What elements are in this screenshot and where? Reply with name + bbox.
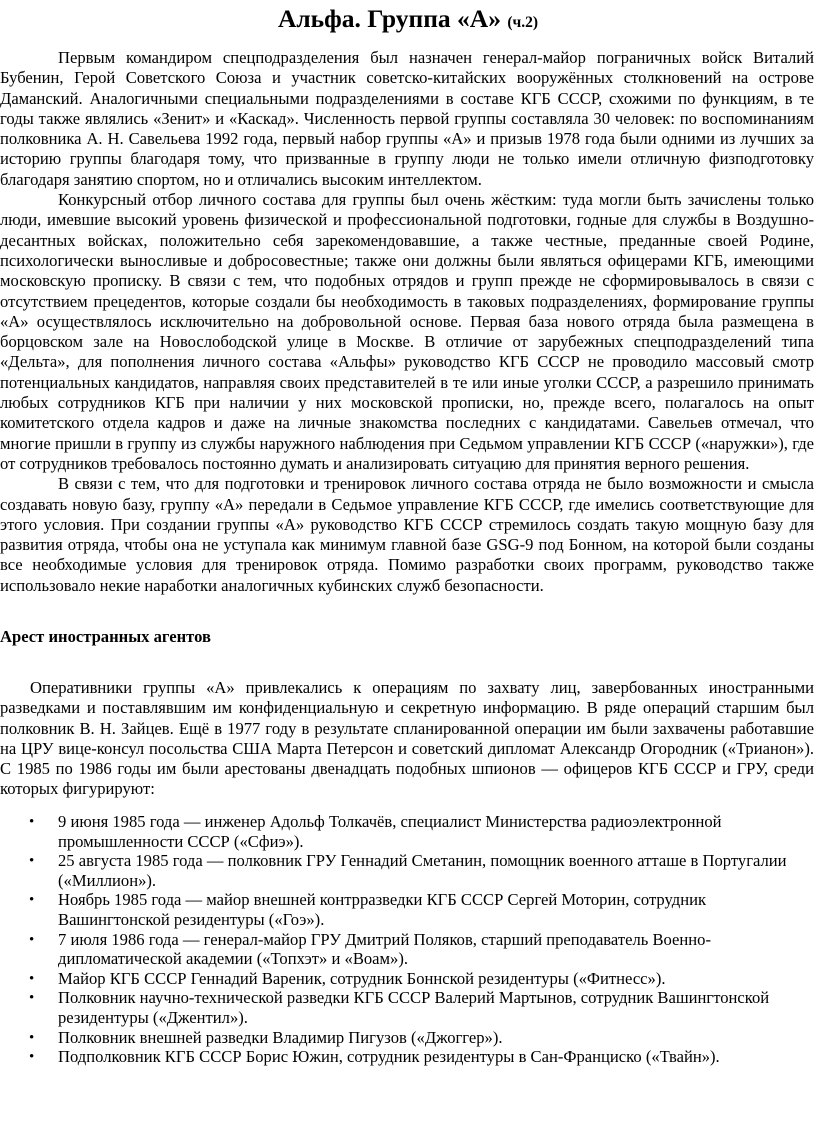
bullet-icon: • xyxy=(29,970,35,987)
document-title xyxy=(0,4,816,38)
paragraph-2: Конкурсный отбор личного состава для группы был очень жёстким: туда могли быть зачислены только люди, имевшие высокий уровень физической и профессиональной подготовки, годные для службы в Воздушно-десантных войсках, положительно себя зарекомендовавшие, а также честные, преданные своей Родине, психологически выносливые и добросовестные; также они должны были являться офицерами КГБ, имеющими московскую прописку. В связи с тем, что подобных отрядов и групп прежде не сформировывалось в связи с отсутствием прецедентов, которые создали бы необходимость в таковых подразделениях, формирование группы «А» осуществлялось исключительно на добровольной основе. Первая база нового отряда была размещена в борцовском зале на Новослободской улице в Москве. В отличие от зарубежных спецподразделений типа «Дельта», для пополнения личного состава «Альфы» руководство КГБ СССР не проводило массовый смотр потенциальных кандидатов, направляя своих представителей в те или иные уголки СССР, а разрешило принимать любых сотрудников КГБ при наличии у них московской прописки, но, прежде всего, полагалось на опыт комитетского отдела кадров и даже на личные знакомства последних с кандидатами. Савельев отмечал, что многие пришли в группу из службы наружного наблюдения при Седьмом управлении КГБ СССР («наружки»), где от сотрудников требовалось постоянно думать и анализировать ситуацию для принятия верного решения. xyxy=(0,190,814,473)
list-item xyxy=(0,1028,790,1048)
list-item xyxy=(0,969,790,989)
bullet-icon: • xyxy=(29,1029,35,1046)
paragraph-1: Первым командиром спецподразделения был назначен генерал-майор пограничных войск Виталий Бубенин, Герой Советского Союза и участник советско-китайских вооружённых столкновений на острове Даманский. Аналогичными специальными подразделениями в составе КГБ СССР, схожими по функциям, в те годы также являлись «Зенит» и «Каскад». Численность первой группы составляла 30 человек: по воспоминаниям полковника А. Н. Савельева 1992 года, первый набор группы «А» и призыв 1978 года были одними из лучших за историю группы благодаря тому, что призванные в группу люди не только имели отличную физподготовку благодаря занятию спортом, но и отличались высоким интеллектом. xyxy=(0,48,814,189)
paragraph-4: Оперативники группы «А» привлекались к операциям по захвату лиц, завербованных иностранными разведками и поставлявшим им конфиденциальную и секретную информацию. В ряде операций старшим был полковник В. Н. Зайцев. Ещё в 1977 году в результате спланированной операции им были захвачены работавшие на ЦРУ вице-консул посольства США Марта Петерсон и советский дипломат Александр Огородник («Трианон»). С 1985 по 1986 годы им были арестованы двенадцать подобных шпионов — офицеров КГБ СССР и ГРУ, среди которых фигурируют: xyxy=(0,678,814,799)
title-text: Альфа. Группа «А» xyxy=(277,4,501,33)
list-item xyxy=(0,930,790,969)
list-item xyxy=(0,1047,790,1067)
bullet-icon: • xyxy=(29,853,35,870)
list-item xyxy=(0,851,790,890)
title-part: (ч.2) xyxy=(507,14,539,31)
list-item-text: Подполковник КГБ СССР Борис Южин, сотрудник резидентуры в Сан-Франциско («Твайн»). xyxy=(58,1047,720,1067)
list-item-text: 25 августа 1985 года — полковник ГРУ Геннадий Сметанин, помощник военного атташе в Португалии («Миллион»). xyxy=(58,851,787,890)
bullet-icon: • xyxy=(29,931,35,948)
list-item-text: 9 июня 1985 года — инженер Адольф Толкачёв, специалист Министерства радиоэлектронной промышленности СССР («Сфиэ»). xyxy=(58,812,722,851)
list-item-text: Майор КГБ СССР Геннадий Вареник, сотрудник Боннской резидентуры («Фитнесс»). xyxy=(58,968,666,988)
bullet-icon: • xyxy=(29,990,35,1007)
bullet-icon: • xyxy=(29,814,35,830)
list-item xyxy=(0,812,790,851)
paragraph-3: В связи с тем, что для подготовки и тренировок личного состава отряда не было возможности и смысла создавать новую базу, группу «А» передали в Седьмое управление КГБ СССР, где имелись соответствующие для этого условия. При создании группы «А» руководство КГБ СССР стремилось создать такую мощную базу для развития отряда, чтобы она не уступала как минимум главной базе GSG-9 под Бонном, на которой были созданы все необходимые условия для тренировок отряда. Помимо разработки своих программ, руководство также использовало некие наработки аналогичных кубинских служб безопасности. xyxy=(0,474,814,595)
list-item-text: Полковник внешней разведки Владимир Пигузов («Джоггер»). xyxy=(58,1027,503,1047)
list-item xyxy=(0,890,790,929)
section-intro xyxy=(0,48,814,596)
section-heading: Арест иностранных агентов xyxy=(0,627,211,646)
list-item-text: Полковник научно-технической разведки КГБ СССР Валерий Мартынов, сотрудник Вашингтонской резидентуры («Джентил»). xyxy=(58,988,770,1027)
section-arrests xyxy=(0,678,814,800)
bullet-icon: • xyxy=(29,892,35,909)
bullet-icon: • xyxy=(29,1049,35,1066)
list-item xyxy=(0,988,790,1027)
list-item-text: 7 июля 1986 года — генерал-майор ГРУ Дмитрий Поляков, старший преподаватель Военно-дипломатической академии («Топхэт» и «Воам»). xyxy=(58,929,711,969)
agents-list xyxy=(0,812,790,1067)
list-item-text: Ноябрь 1985 года — майор внешней контрразведки КГБ СССР Сергей Моторин, сотрудник Вашингтонской резидентуры («Гоэ»). xyxy=(58,890,707,929)
